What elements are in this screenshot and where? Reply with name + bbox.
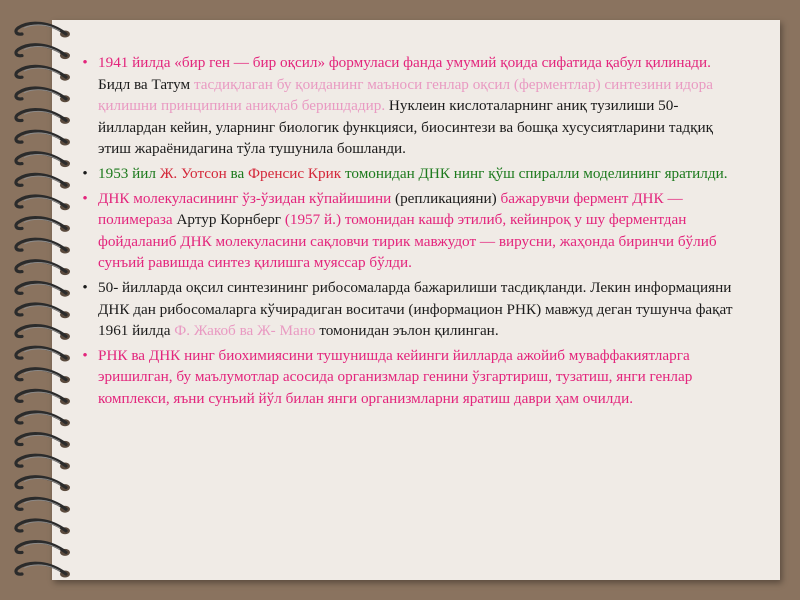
text-segment: томонидан ДНК нинг қўш спиралли моделининг яратилди. (341, 164, 728, 182)
spiral-ring (16, 153, 70, 167)
spiral-ring (16, 196, 70, 210)
spiral-ring (16, 131, 70, 145)
spiral-ring (16, 542, 70, 556)
bullet-icon: • (82, 164, 88, 182)
spiral-ring (16, 110, 70, 124)
text-segment: ва (226, 164, 249, 182)
bullet-paragraph (82, 52, 736, 160)
text-segment: Бидл ва Татум (98, 75, 194, 93)
spiral-ring (16, 282, 70, 296)
text-segment: ДНК молекуласининг ўз-ўзидан кўпайишини (98, 189, 392, 207)
bullet-icon: • (82, 54, 88, 71)
bullet-icon: • (82, 189, 88, 207)
text-segment: Френсис Крик (248, 164, 342, 182)
text-segment: (1957 й.) томонидан кашф этилиб, кейинроқ у шу ферментдан фойдаланиб ДНК молекуласини сақловчи тирик мавжудот — вирусни, жаҳонда биринчи бўлиб сунъий равишда синтез қилишга муяссар бўлди. (98, 211, 717, 272)
spiral-ring (16, 45, 70, 59)
text-segment: томонидан эълон қилинган. (315, 322, 499, 340)
spiral-ring (16, 239, 70, 253)
text-segment: РНК ва ДНК нинг биохимиясини тушунишда кейинги йилларда ажойиб муваффакиятларга эришилган, бу маълумотлар асосида организмлар генини ўзгартириш, тузатиш, янги генлар комплекси, яъни сунъий йўл билан янги организмларни яратиш даври ҳам очилди. (98, 346, 693, 407)
bullet-paragraph (82, 188, 736, 274)
spiral-ring (16, 304, 70, 318)
spiral-ring (16, 347, 70, 361)
text-segment: Ф. Жакоб ва Ж- Мано (174, 322, 316, 340)
bullet-paragraph (82, 163, 736, 185)
spiral-ring (16, 498, 70, 512)
spiral-ring (16, 563, 70, 577)
text-segment: (репликацияни) (391, 189, 501, 207)
spiral-ring (16, 390, 70, 404)
spiral-ring (16, 218, 70, 232)
spiral-binding (0, 0, 80, 600)
spiral-ring (16, 455, 70, 469)
text-segment: Ж. Уотсон (159, 164, 227, 182)
bullet-icon: • (82, 278, 88, 296)
spiral-ring (16, 369, 70, 383)
text-segment: Артур Корнберг (176, 211, 282, 229)
bullet-paragraph (82, 345, 736, 410)
spiral-ring (16, 88, 70, 102)
spiral-ring (16, 477, 70, 491)
bullet-icon: • (82, 346, 88, 364)
spiral-ring (16, 520, 70, 534)
spiral-ring (16, 66, 70, 80)
spiral-ring (16, 412, 70, 426)
spiral-ring (16, 326, 70, 340)
text-segment: 50- йилларда оқсил синтезининг рибосомаларда бажарилиши тасдиқланди. Лекин информацияни ДНК дан рибосомаларга кўчирадиган воситачи (информацион РНК) мавжуд деган тушунча фақат 1961 йилда (98, 278, 733, 340)
spiral-ring (16, 261, 70, 275)
text-segment: 1941 йилда «бир ген — бир оқсил» формуласи фанда умумий қоида сифатида қабул қилинади. (98, 54, 711, 71)
spiral-ring (16, 434, 70, 448)
text-segment: 1953 йил (98, 164, 160, 182)
spiral-ring (16, 23, 70, 37)
slide-content (82, 52, 736, 413)
spiral-ring (16, 174, 70, 188)
text-segment: тасдиқлаган бу қоиданинг маъноси генлар оқсил (ферментлар) синтезини идора қилишни принципини аниқлаб беришдадир. (98, 75, 713, 115)
bullet-paragraph (82, 277, 736, 342)
text-segment: Нуклеин кислоталарнинг аниқ тузилиши 50- йиллардан кейин, уларнинг биологик функцияси, биосинтези ва бошқа хусусиятларини тадқиқ этиш жараёнидагина тўла тушунила бошланди. (98, 97, 714, 158)
text-segment: бажарувчи фермент ДНК — полимераза (98, 189, 683, 229)
